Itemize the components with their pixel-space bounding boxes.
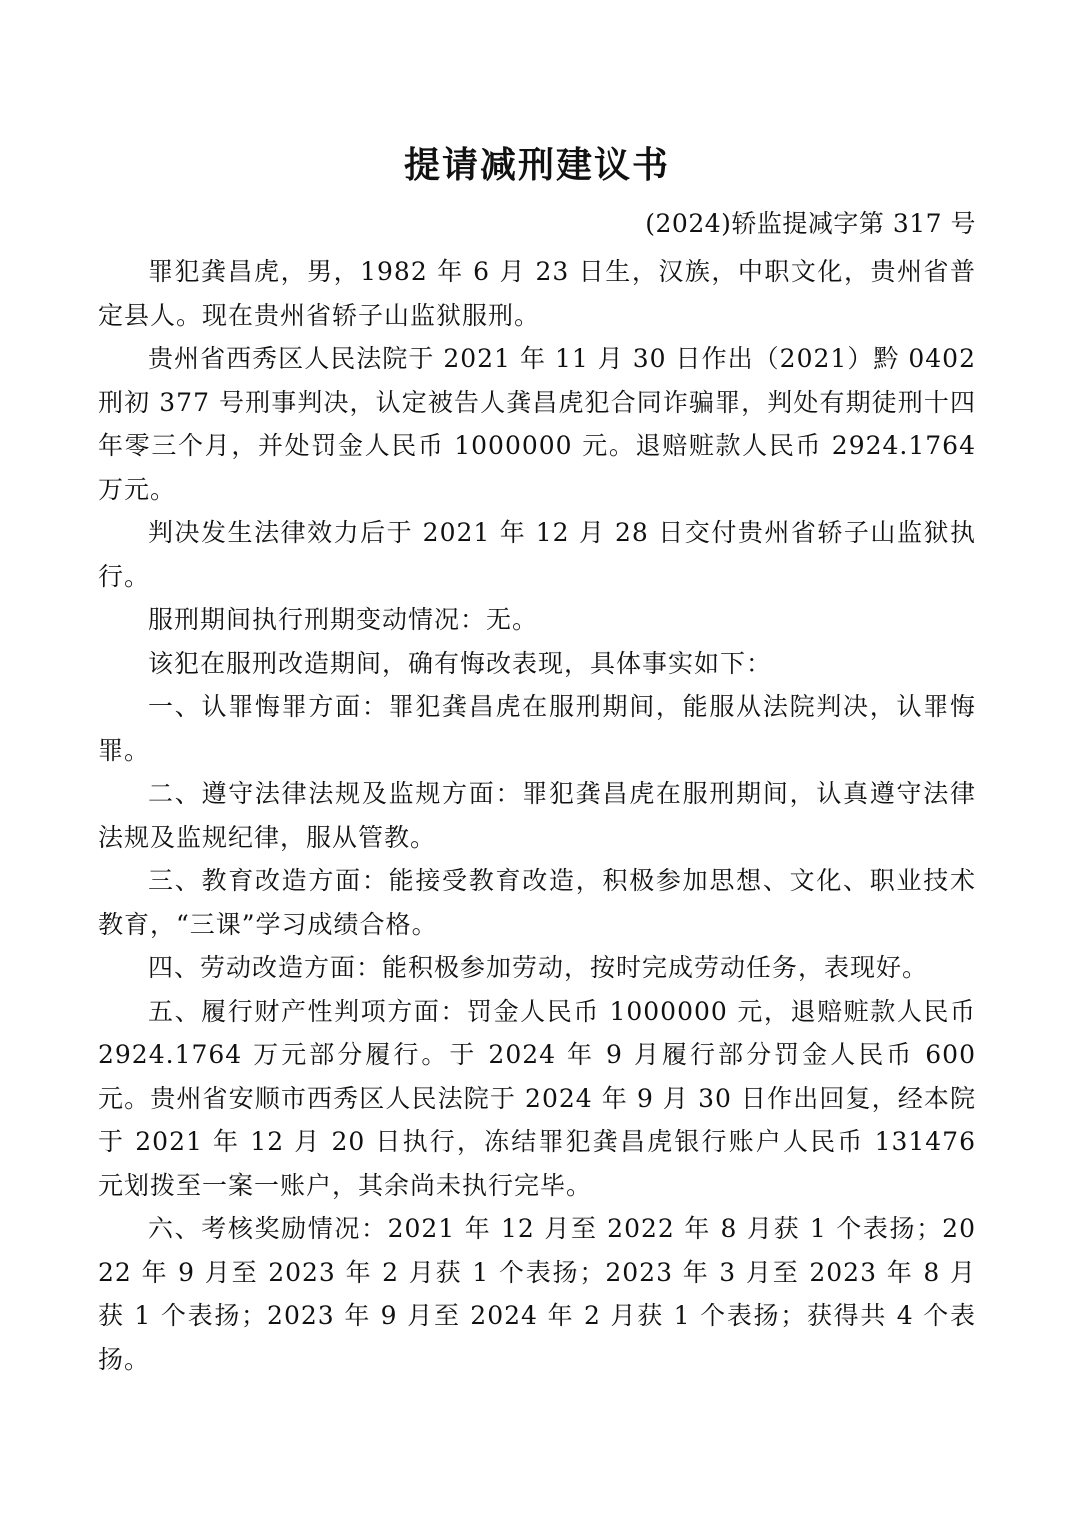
paragraph-criminal-info: 罪犯龚昌虎，男，1982 年 6 月 23 日生，汉族，中职文化，贵州省普定县人。现在贵州省轿子山监狱服刑。: [98, 257, 976, 330]
paragraph-law-compliance: 二、遵守法律法规及监规方面：罪犯龚昌虎在服刑期间，认真遵守法律法规及监规纪律，服从管教。: [98, 779, 976, 852]
document-title: 提请减刑建议书: [403, 145, 670, 186]
document-number: (2024)轿监提减字第 317 号: [645, 209, 976, 238]
paragraph-judgment: 贵州省西秀区人民法院于 2021 年 11 月 30 日作出（2021）黔 0402 刑初 377 号刑事判决，认定被告人龚昌虎犯合同诈骗罪，判处有期徒刑十四年零三个月，并处罚金人民币 1000000 元。退赔赃款人民币 2924.1764 万元。: [98, 344, 976, 504]
paragraph-facts-intro: 该犯在服刑改造期间，确有悔改表现，具体事实如下：: [148, 648, 773, 678]
paragraph-labor: 四、劳动改造方面：能积极参加劳动，按时完成劳动任务，表现好。: [148, 953, 929, 982]
paragraph-sentence-changes: 服刑期间执行刑期变动情况：无。: [148, 605, 539, 634]
paragraph-repentance: 一、认罪悔罪方面：罪犯龚昌虎在服刑期间，能服从法院判决，认罪悔罪。: [98, 692, 976, 765]
paragraph-education: 三、教育改造方面：能接受教育改造，积极参加思想、文化、职业技术教育，“三课”学习成绩合格。: [98, 866, 976, 939]
paragraph-execution: 判决发生法律效力后于 2021 年 12 月 28 日交付贵州省轿子山监狱执行。: [98, 518, 976, 591]
paragraph-property-judgment: 五、履行财产性判项方面：罚金人民币 1000000 元，退赔赃款人民币 2924.1764 万元部分履行。于 2024 年 9 月履行部分罚金人民币 600 元。贵州省安顺市西秀区人民法院于 2024 年 9 月 30 日作出回复，经本院于 2021 年 12 月 20 日执行，冻结罪犯龚昌虎银行账户人民币 131476 元划拨至一案一账户，其余尚未执行完毕。: [98, 996, 976, 1200]
document-body: [98, 250, 976, 1381]
paragraph-rewards: 六、考核奖励情况：2021 年 12 月至 2022 年 8 月获 1 个表扬；2022 年 9 月至 2023 年 2 月获 1 个表扬；2023 年 3 月至 2023 年 8 月获 1 个表扬；2023 年 9 月至 2024 年 2 月获 1 个表扬；获得共 4 个表扬。: [98, 1214, 976, 1374]
